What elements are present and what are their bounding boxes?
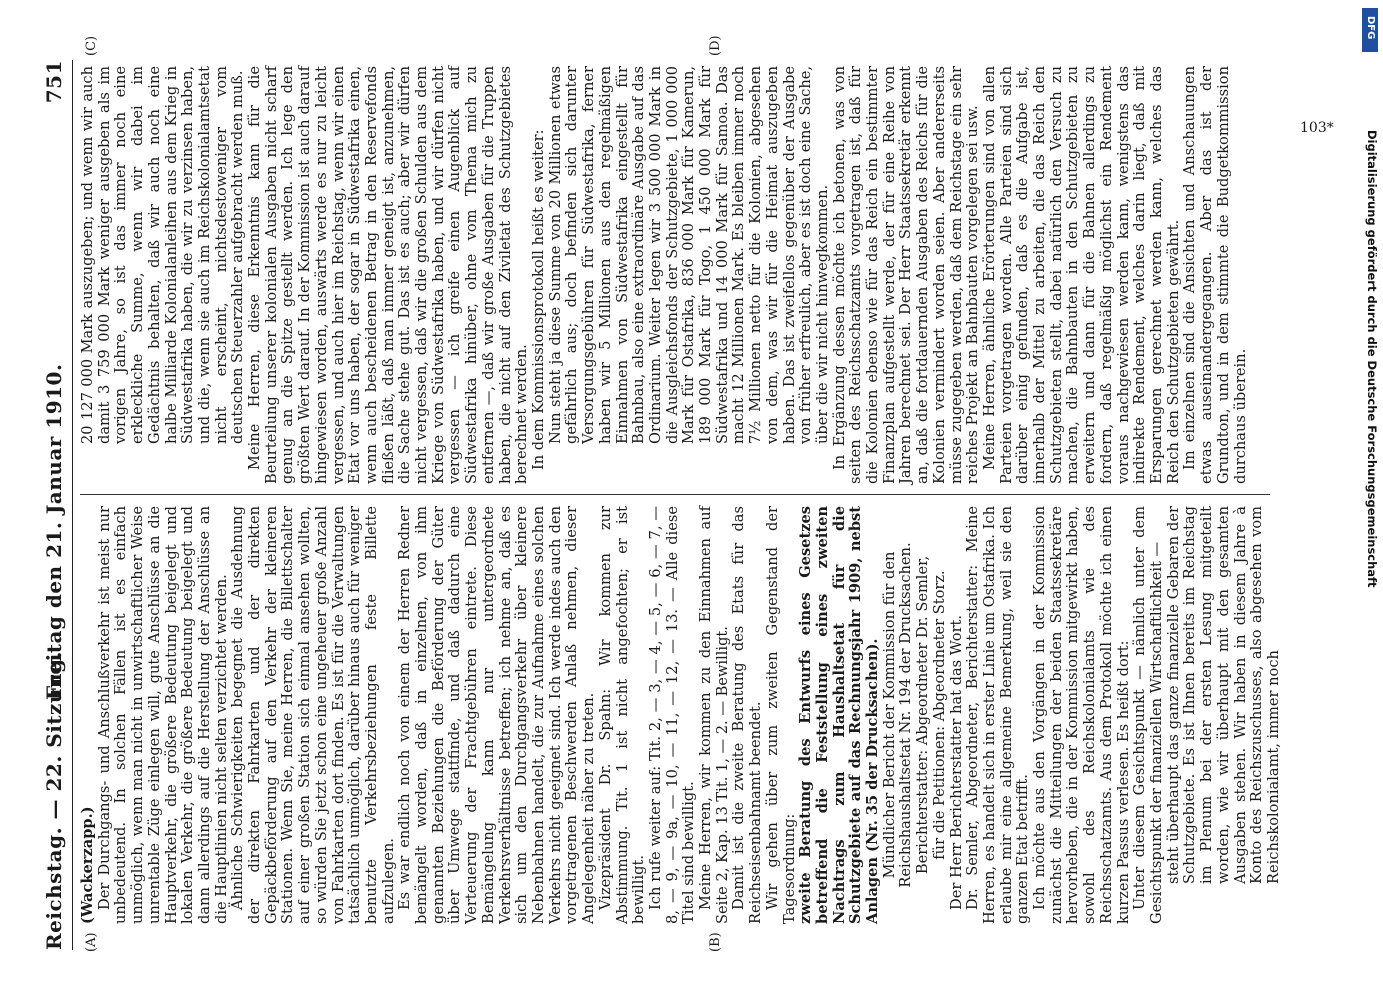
paragraph: für die Petitionen: Abgeordneter Storz. xyxy=(930,570,948,860)
paragraph: Meine Herren, diese Erkenntnis kann für die Beurteilung unserer kolonialen Ausgaben nicht scharf genug an die Spitze gestellt werden. Ich lege den größten Wert darauf. In der Kommission ist auch darauf hingewiesen worden, auswärts werde es nur zu leicht vergessen, und auch hier im Reichstag, wenn wir einen Etat vor uns haben, der sogar in Südwestafrika einen, wenn auch bescheidenen Betrag in den Reservefonds fließen läßt, daß man immer geneigt ist, anzunehmen, die Sache stehe gut. Das ist es auch; aber wir dürfen nicht vergessen, daß wir die großen Schulden aus dem Kriege von Südwestafrika haben, und wir dürfen nicht vergessen — ich greife einen Augenblick auf Südwestafrika hinüber, ohne vom Thema mich zu entfernen —, daß wir große Ausgaben für die Truppen haben, die nicht auf den Ziviletat des Schutzgebietes berechnet werden. xyxy=(246,66,531,484)
paragraph: Meine Herren, wir kommen zu den Einnahmen auf Seite 2, Kap. 13 Tit. 1, — 2. — Bewilligt. xyxy=(697,506,731,924)
margin-marker-a: (A) xyxy=(84,932,99,952)
margin-marker-b: (B) xyxy=(708,932,723,952)
page-header xyxy=(36,60,70,950)
paragraph: Im einzelnen sind die Ansichten und Anschauungen etwas auseinandergegangen. Aber das ist der Grundton, und in dem stimmte die Budgetkommission durchaus überein. xyxy=(1181,66,1249,484)
digitization-strip xyxy=(1357,0,1383,1000)
speaker-label: (Wackerzapp.) xyxy=(79,806,96,924)
left-column xyxy=(79,506,1282,924)
header-date: Freitag den 21. Januar 1910. xyxy=(42,363,66,700)
quote-paragraph: steht überhaupt das ganze finanzielle Gebaren der Schutzgebiete. Es ist Ihnen bereits im Reichstag im Plenum bei der ersten Lesung mitgeteilt worden, wie wir überhaupt mit den gesamten Ausgaben stehen. Wir haben in diesem Jahre à Konto des Reichszuschusses, also abgesehen vom Reichskolonialamt, immer noch xyxy=(1164,506,1282,884)
paragraph: Ich möchte aus den Vorgängen in der Kommission zunächst die Mitteilungen der beiden Staatssekretäre hervorheben, die in der Kommission mitgewirkt haben, sowohl des Reichskolonialamts wie des Reichsschatzamts. Aus dem Protokoll möchte ich einen kurzen Passus verlesen. Es heißt dort: xyxy=(1031,506,1132,924)
quote-paragraph: Nun steht ja diese Summe von 20 Millionen etwas gefährlich aus; doch befinden sich darunter Versorgungsgebühren für Südwestafrika, ferner haben wir 5 Millionen aus den regelmäßigen Einnahmen von Südwestafrika eingestellt für Bahnbau, also eine extraordinäre Ausgabe auf das Ordinarium. Weiter legen wir 3 500 000 Mark in die Ausgleichsfonds der Schutzgebiete, 1 000 000 Mark für Ostafrika, 836 000 Mark für Kamerun, 189 000 Mark für Togo, 1 450 000 Mark für Südwestafrika und 14 000 Mark für Samoa. Das macht 12 Millionen Mark. Es bleiben immer noch 7½ Millionen netto für die Kolonien, abgesehen von dem, was wir für die Heimat auszugeben haben. Das ist zweifellos gegenüber der Ausgabe von früher erfreulich, aber es ist doch eine Sache, über die wir nicht hinwegkommen. xyxy=(546,66,831,444)
paragraph: Berichterstatter: Abgeordneter Dr. Semler, xyxy=(914,555,932,875)
page-number: 751 xyxy=(42,60,66,104)
paragraph: Vizepräsident Dr. Spahn: Wir kommen zur Abstimmung. Tit. 1 ist nicht angefochten; er ist bewilligt. xyxy=(596,506,648,924)
paragraph: Wir gehen über zum zweiten Gegenstand der Tagesordnung: xyxy=(763,506,798,924)
paragraph: Mündlicher Bericht der Kommission für den Reichshaushaltsetat Nr. 194 der Drucksachen. xyxy=(880,542,915,888)
column-divider xyxy=(80,494,1270,495)
paragraph: Ich rufe weiter auf: Tit. 2, — 3, — 4, — 5, — 6, — 7, — 8, — 9, — 9a, — 10, — 11, — 12, — 13. — Alle diese Titel sind bewilligt. xyxy=(646,506,698,924)
margin-marker-d: (D) xyxy=(708,35,723,56)
paragraph: Ähnliche Schwierigkeiten begegnet die Ausdehnung der direkten Fahrkarten und der direkten Gepäckbeförderung auf den Verkehr der kleineren Stationen. Wenn Sie, meine Herren, die Billettschalter auf einer großen Station sich einmal ansehen wollten, so würden Sie jetzt schon eine ungeheuer große Anzahl von Fahrkarten dort finden. Es ist für die Verwaltungen tatsächlich unmöglich, darüber hinaus auch für weniger benutzte Verkehrsbeziehungen feste Billette aufzulegen. xyxy=(229,506,397,924)
paragraph: Es war endlich noch von einem der Herren Redner bemängelt worden, daß in einzelnen, von ihm genannten Beziehungen die Beförderung der Güter über Umwege stattfinde, und daß dadurch eine Verteuerung der Frachtgebühren eintrete. Diese Bemängelung kann nur untergeordnete Verkehrsverhältnisse betreffen; ich nehme an, daß es sich um den Durchgangsverkehr über kleinere Nebenbahnen handelt, die zur Aufnahme eines solchen Verkehrs nicht geeignet sind. Ich werde indes auch den vorgetragenen Beschwerden Anlaß nehmen, dieser Angelegenheit näher zu treten. xyxy=(396,506,598,924)
folio-number: 103* xyxy=(1300,120,1334,136)
right-column xyxy=(80,66,1270,484)
margin-marker-c: (C) xyxy=(84,35,99,56)
paragraph: Meine Herren, ähnliche Erörterungen sind von allen Parteien vorgetragen worden. Alle Parteien sind sich darüber einig gefunden, daß es die Aufgabe ist, innerhalb der Mittel zu arbeiten, die das Reich den Schutzgebieten stellt, dabei natürlich den Versuch zu machen, die Bahnbauten in den Schutzgebieten zu erweitern und dann für die Bahnen allerdings zu fordern, daß regelmäßig möglichst ein Rendement voraus nachgewiesen werden kann, wenigstens das indirekte Rendement, welches darin liegt, daß mit Ersparungen gerechnet werden kann, welches das Reich den Schutzgebieten gewährt. xyxy=(980,66,1182,484)
quote-paragraph: 20 127 000 Mark auszugeben; und wenn wir auch damit 3 759 000 Mark weniger ausgeben als im vorigen Jahre, so ist das immer noch eine erkleckliche Summe, wenn wir dabei im Gedächtnis behalten, daß wir auch noch eine halbe Milliarde Kolonialanleihen aus dem Krieg in Südwestafrika haben, die wir zu verzinsen haben, und die, wenn sie auch im Reichskolonialamtsetat nicht erscheint, nichtsdestoweniger vom deutschen Steuerzahler aufgebracht werden muß. xyxy=(79,66,247,444)
paragraph: Der Herr Berichterstatter hat das Wort. xyxy=(947,614,965,910)
paragraph: Der Durchgangs- und Anschlußverkehr ist meist nur unbedeutend. In solchen Fällen ist es einfach unmöglich, wenn man nicht in unwirtschaftlicher Weise unrentable Züge einlegen will, gute Anschlüsse an die Hauptverkehr, die größere Bedeutung beigelegt und lokalen Verkehr, die größere Bedeutung beigelegt und dann allerdings auf die Herstellung der Anschlüsse an die Hauptlinien nicht selten verzichtet werden. xyxy=(95,506,230,924)
header-session: Reichstag. — 22. Sitzung. xyxy=(42,651,66,950)
paragraph: Dr. Semler, Abgeordneter, Berichterstatter: Meine Herren, es handelt sich in erster Linie um Ostafrika. Ich erlaube mir eine allgemeine Bemerkung, weil sie den ganzen Etat betrifft. xyxy=(964,506,1032,924)
paragraph: In Ergänzung dessen möchte ich betonen, was von seiten des Reichsschatzamts vorgetragen ist, daß für die Kolonien ebenso wie für das Reich ein bestimmter Finanzplan aufgestellt werde, der für eine Reihe von Jahren berechnet sei. Der Herr Staatssekretär erkennt an, daß die fortdauernden Ausgaben des Reichs für die Kolonien vermindert worden seien. Aber andererseits müsse zugegeben werden, daß dem Reichstage ein sehr reiches Projekt an Bahnbauten vorgelegen sei usw. xyxy=(830,66,982,484)
header-rule xyxy=(72,60,73,950)
paragraph: In dem Kommissionsprotokoll heißt es weiter: xyxy=(529,129,547,470)
dfg-logo: DFG xyxy=(1362,8,1378,52)
paragraph: Damit ist die zweite Beratung des Etats für das Reichseisenbahnamt beendet. xyxy=(730,506,765,924)
agenda-item: zweite Beratung des Entwurfs eines Gesetzes betreffend die Feststellung eines zweiten Nachtrags zum Haushaltsetat für die Schutzgebiete auf das Rechnungsjahr 1909, nebst Anlagen (Nr. 35 der Drucksachen). xyxy=(797,506,882,924)
digitization-notice: Digitalisierung gefördert durch die Deutsche Forschungsgemeinschaft xyxy=(1365,130,1379,588)
quote-paragraph: Unter diesem Gesichtspunkt — nämlich unter dem Gesichtspunkt der finanziellen Wirtschaftlichkeit — xyxy=(1131,506,1165,924)
